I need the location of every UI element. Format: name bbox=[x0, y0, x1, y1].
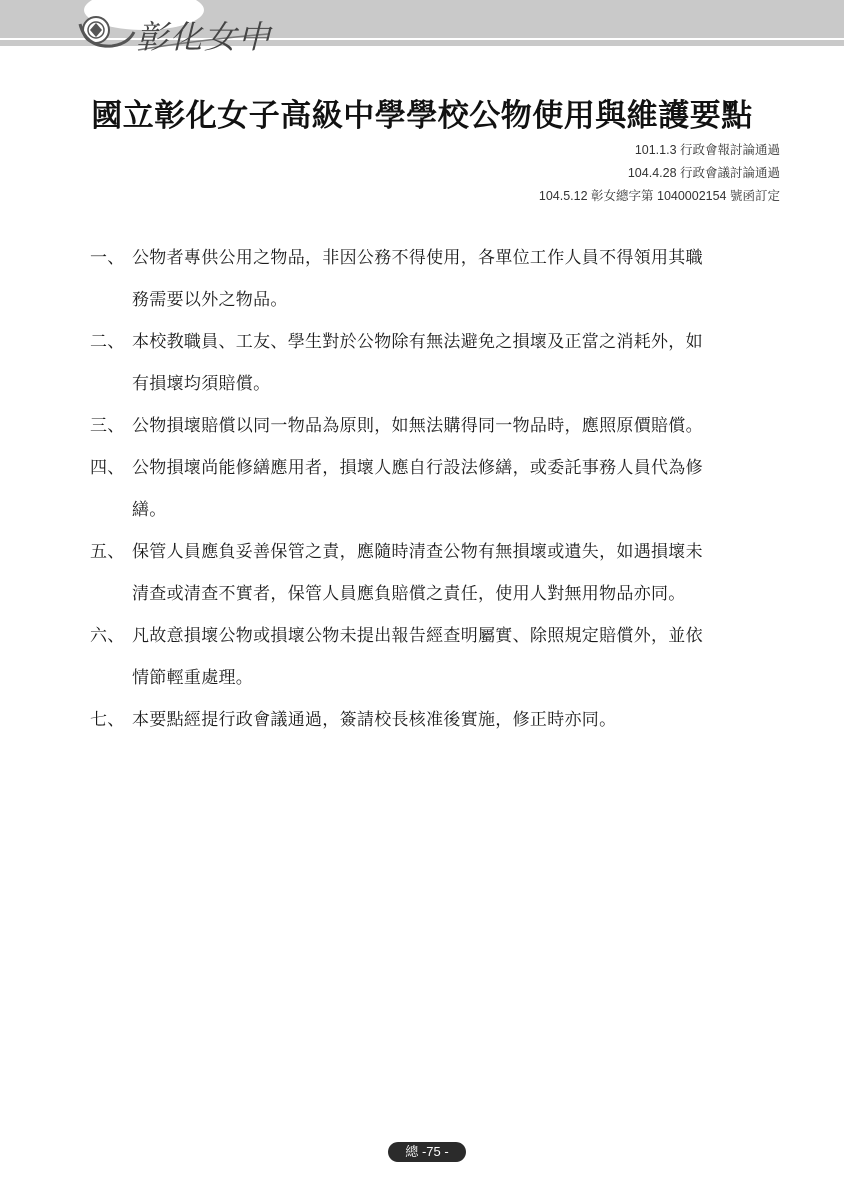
clause-number: 五、 bbox=[90, 542, 125, 562]
clause-4 bbox=[90, 447, 780, 531]
clause-7 bbox=[90, 699, 780, 741]
clause-text bbox=[132, 447, 780, 531]
clause-number: 六、 bbox=[90, 626, 125, 646]
clause-line: 清查或清查不實者，保管人員應負賠償之責任，使用人對無用物品亦同。 bbox=[132, 584, 686, 604]
clause-2 bbox=[90, 321, 780, 405]
clause-line: 有損壞均須賠償。 bbox=[132, 374, 271, 394]
clause-list bbox=[90, 237, 780, 741]
clause-line: 本校教職員、工友、學生對於公物除有無法避免之損壞及正當之消耗外，如 bbox=[132, 332, 703, 352]
clause-line: 情節輕重處理。 bbox=[132, 668, 254, 688]
revision-notes bbox=[539, 139, 780, 208]
clause-line: 繕。 bbox=[132, 500, 167, 520]
clause-line: 公物者專供公用之物品，非因公務不得使用，各單位工作人員不得領用其職 bbox=[132, 248, 703, 268]
clause-line: 務需要以外之物品。 bbox=[132, 290, 288, 310]
clause-text bbox=[132, 321, 780, 405]
clause-text bbox=[132, 615, 780, 699]
brand-wordmark: 彰化女中 bbox=[136, 18, 273, 56]
clause-text bbox=[132, 699, 780, 741]
clause-line: 本要點經提行政會議通過，簽請校長核准後實施，修正時亦同。 bbox=[132, 710, 617, 730]
revision-note: 104.4.28 行政會議討論通過 bbox=[627, 166, 780, 180]
clause-number: 二、 bbox=[90, 332, 125, 352]
clause-3 bbox=[90, 405, 780, 447]
revision-note: 104.5.12 彰女總字第 1040002154 號函訂定 bbox=[538, 189, 780, 203]
clause-number: 四、 bbox=[90, 458, 125, 478]
page-title: 國立彰化女子高級中學學校公物使用與維護要點 bbox=[91, 98, 753, 134]
clause-text bbox=[132, 531, 780, 615]
page-number-badge: 總 -75 - bbox=[388, 1142, 466, 1162]
clause-text bbox=[132, 237, 780, 321]
clause-number: 七、 bbox=[90, 710, 125, 730]
clause-number: 一、 bbox=[90, 248, 125, 268]
revision-note: 101.1.3 行政會報討論通過 bbox=[634, 143, 780, 157]
clause-1 bbox=[90, 237, 780, 321]
clause-line: 公物損壞尚能修繕應用者，損壞人應自行設法修繕，或委託事務人員代為修 bbox=[132, 458, 703, 478]
clause-line: 保管人員應負妥善保管之責，應隨時清查公物有無損壞或遺失，如遇損壞未 bbox=[132, 542, 703, 562]
clause-6 bbox=[90, 615, 780, 699]
clause-line: 凡故意損壞公物或損壞公物未提出報告經查明屬實、除照規定賠償外，並依 bbox=[132, 626, 703, 646]
clause-number: 三、 bbox=[90, 416, 125, 436]
clause-text bbox=[132, 405, 780, 447]
clause-5 bbox=[90, 531, 780, 615]
clause-line: 公物損壞賠償以同一物品為原則，如無法購得同一物品時，應照原價賠償。 bbox=[132, 416, 703, 436]
